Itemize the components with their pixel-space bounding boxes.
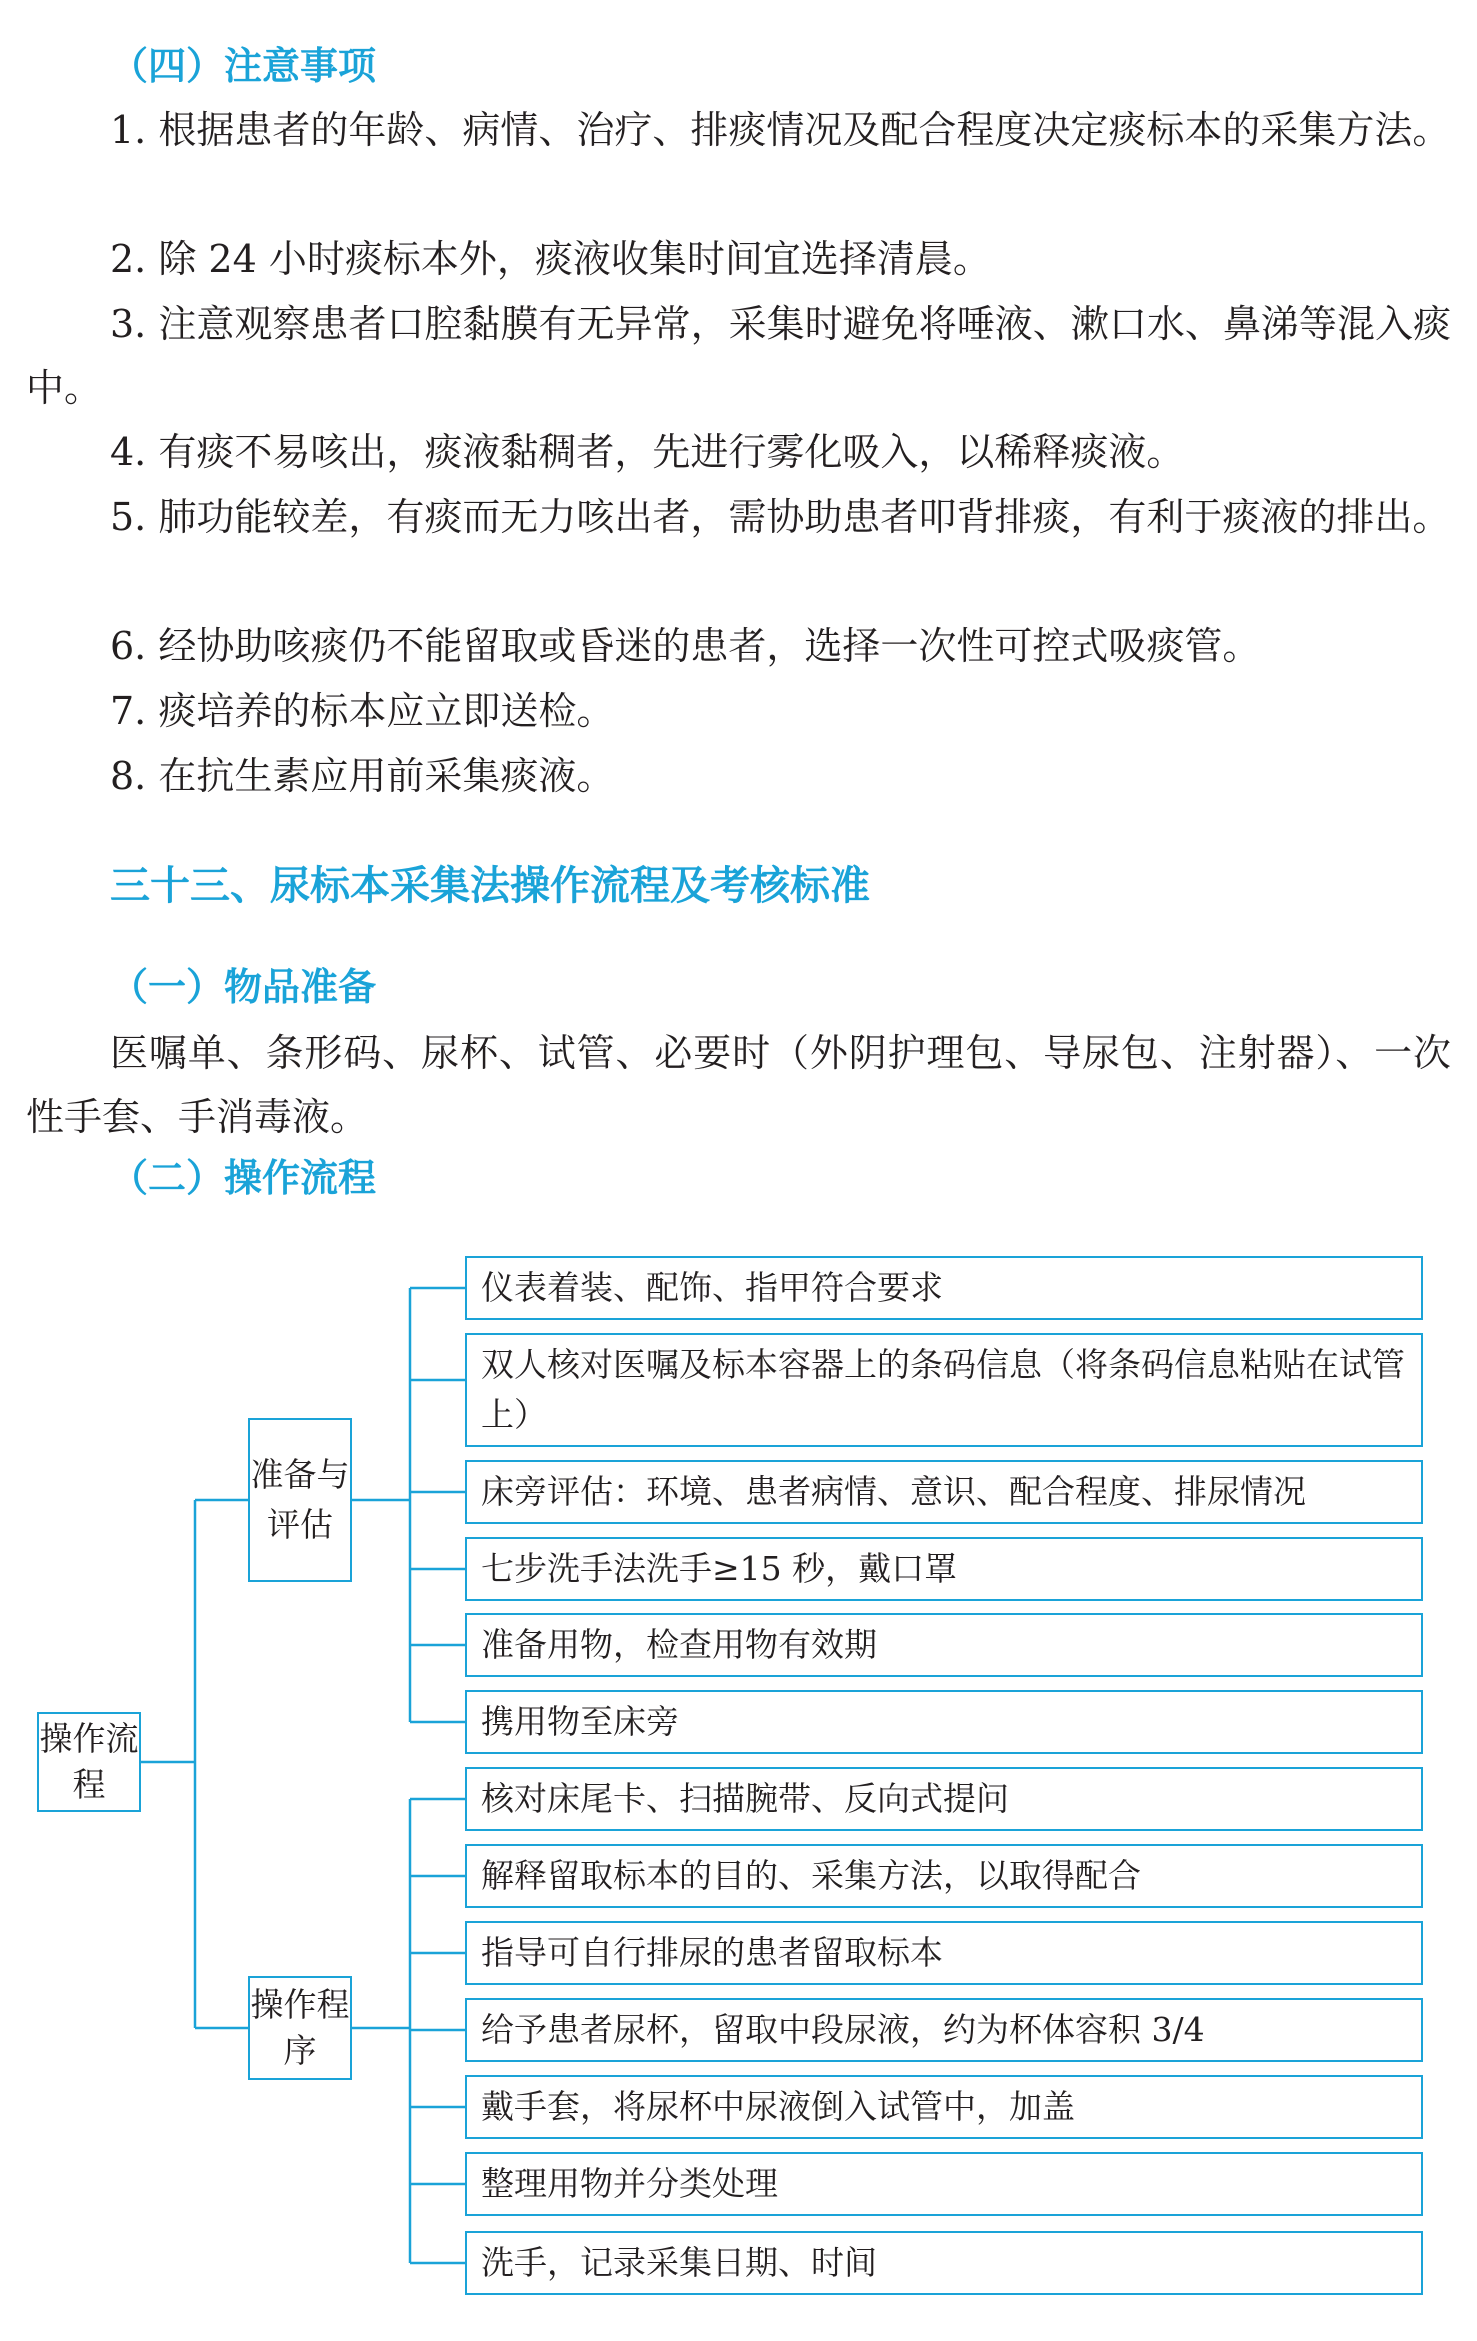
flowchart-step: 携用物至床旁 [465, 1690, 1423, 1754]
precaution-item-5: 5. 肺功能较差，有痰而无力咳出者，需协助患者叩背排痰，有利于痰液的排出。 [110, 495, 1451, 539]
materials-text: 医嘱单、条形码、尿杯、试管、必要时（外阴护理包、导尿包、注射器）、一次性手套、手消毒液。 [26, 1031, 1451, 1139]
flowchart-root: 操作流程 [37, 1712, 141, 1812]
flowchart-step: 双人核对医嘱及标本容器上的条码信息（将条码信息粘贴在试管上） [465, 1333, 1423, 1447]
section-heading-precautions: （四）注意事项 [110, 44, 377, 88]
precaution-item-3: 3. 注意观察患者口腔黏膜有无异常，采集时避免将唾液、漱口水、鼻涕等混入痰中。 [26, 302, 1451, 410]
flowchart-step: 七步洗手法洗手≥15 秒，戴口罩 [465, 1537, 1423, 1601]
flowchart-group-preparation: 准备与评估 [248, 1418, 352, 1582]
precaution-item-4: 4. 有痰不易咳出，痰液黏稠者，先进行雾化吸入，以稀释痰液。 [110, 430, 1185, 474]
flowchart-step: 戴手套，将尿杯中尿液倒入试管中，加盖 [465, 2075, 1423, 2139]
flowchart-step: 整理用物并分类处理 [465, 2152, 1423, 2216]
precaution-item-1: 1. 根据患者的年龄、病情、治疗、排痰情况及配合程度决定痰标本的采集方法。 [110, 108, 1451, 152]
flowchart-group-operation: 操作程序 [248, 1976, 352, 2080]
flowchart-step: 指导可自行排尿的患者留取标本 [465, 1921, 1423, 1985]
flowchart-step: 仪表着装、配饰、指甲符合要求 [465, 1256, 1423, 1320]
flowchart-step: 解释留取标本的目的、采集方法，以取得配合 [465, 1844, 1423, 1908]
precaution-item-7: 7. 痰培养的标本应立即送检。 [110, 689, 615, 733]
precaution-item-6: 6. 经协助咳痰仍不能留取或昏迷的患者，选择一次性可控式吸痰管。 [110, 624, 1261, 668]
flowchart-step: 给予患者尿杯，留取中段尿液，约为杯体容积 3/4 [465, 1998, 1423, 2062]
flowchart-step: 洗手，记录采集日期、时间 [465, 2231, 1423, 2295]
flowchart-step: 核对床尾卡、扫描腕带、反向式提问 [465, 1767, 1423, 1831]
section-title-urine-collection: 三十三、尿标本采集法操作流程及考核标准 [110, 863, 870, 909]
flowchart-step: 准备用物，检查用物有效期 [465, 1613, 1423, 1677]
precaution-item-2: 2. 除 24 小时痰标本外，痰液收集时间宜选择清晨。 [110, 237, 991, 281]
section-heading-materials: （一）物品准备 [110, 965, 377, 1009]
flowchart-step: 床旁评估：环境、患者病情、意识、配合程度、排尿情况 [465, 1460, 1423, 1524]
precaution-item-8: 8. 在抗生素应用前采集痰液。 [110, 754, 615, 798]
section-heading-procedure: （二）操作流程 [110, 1156, 377, 1200]
